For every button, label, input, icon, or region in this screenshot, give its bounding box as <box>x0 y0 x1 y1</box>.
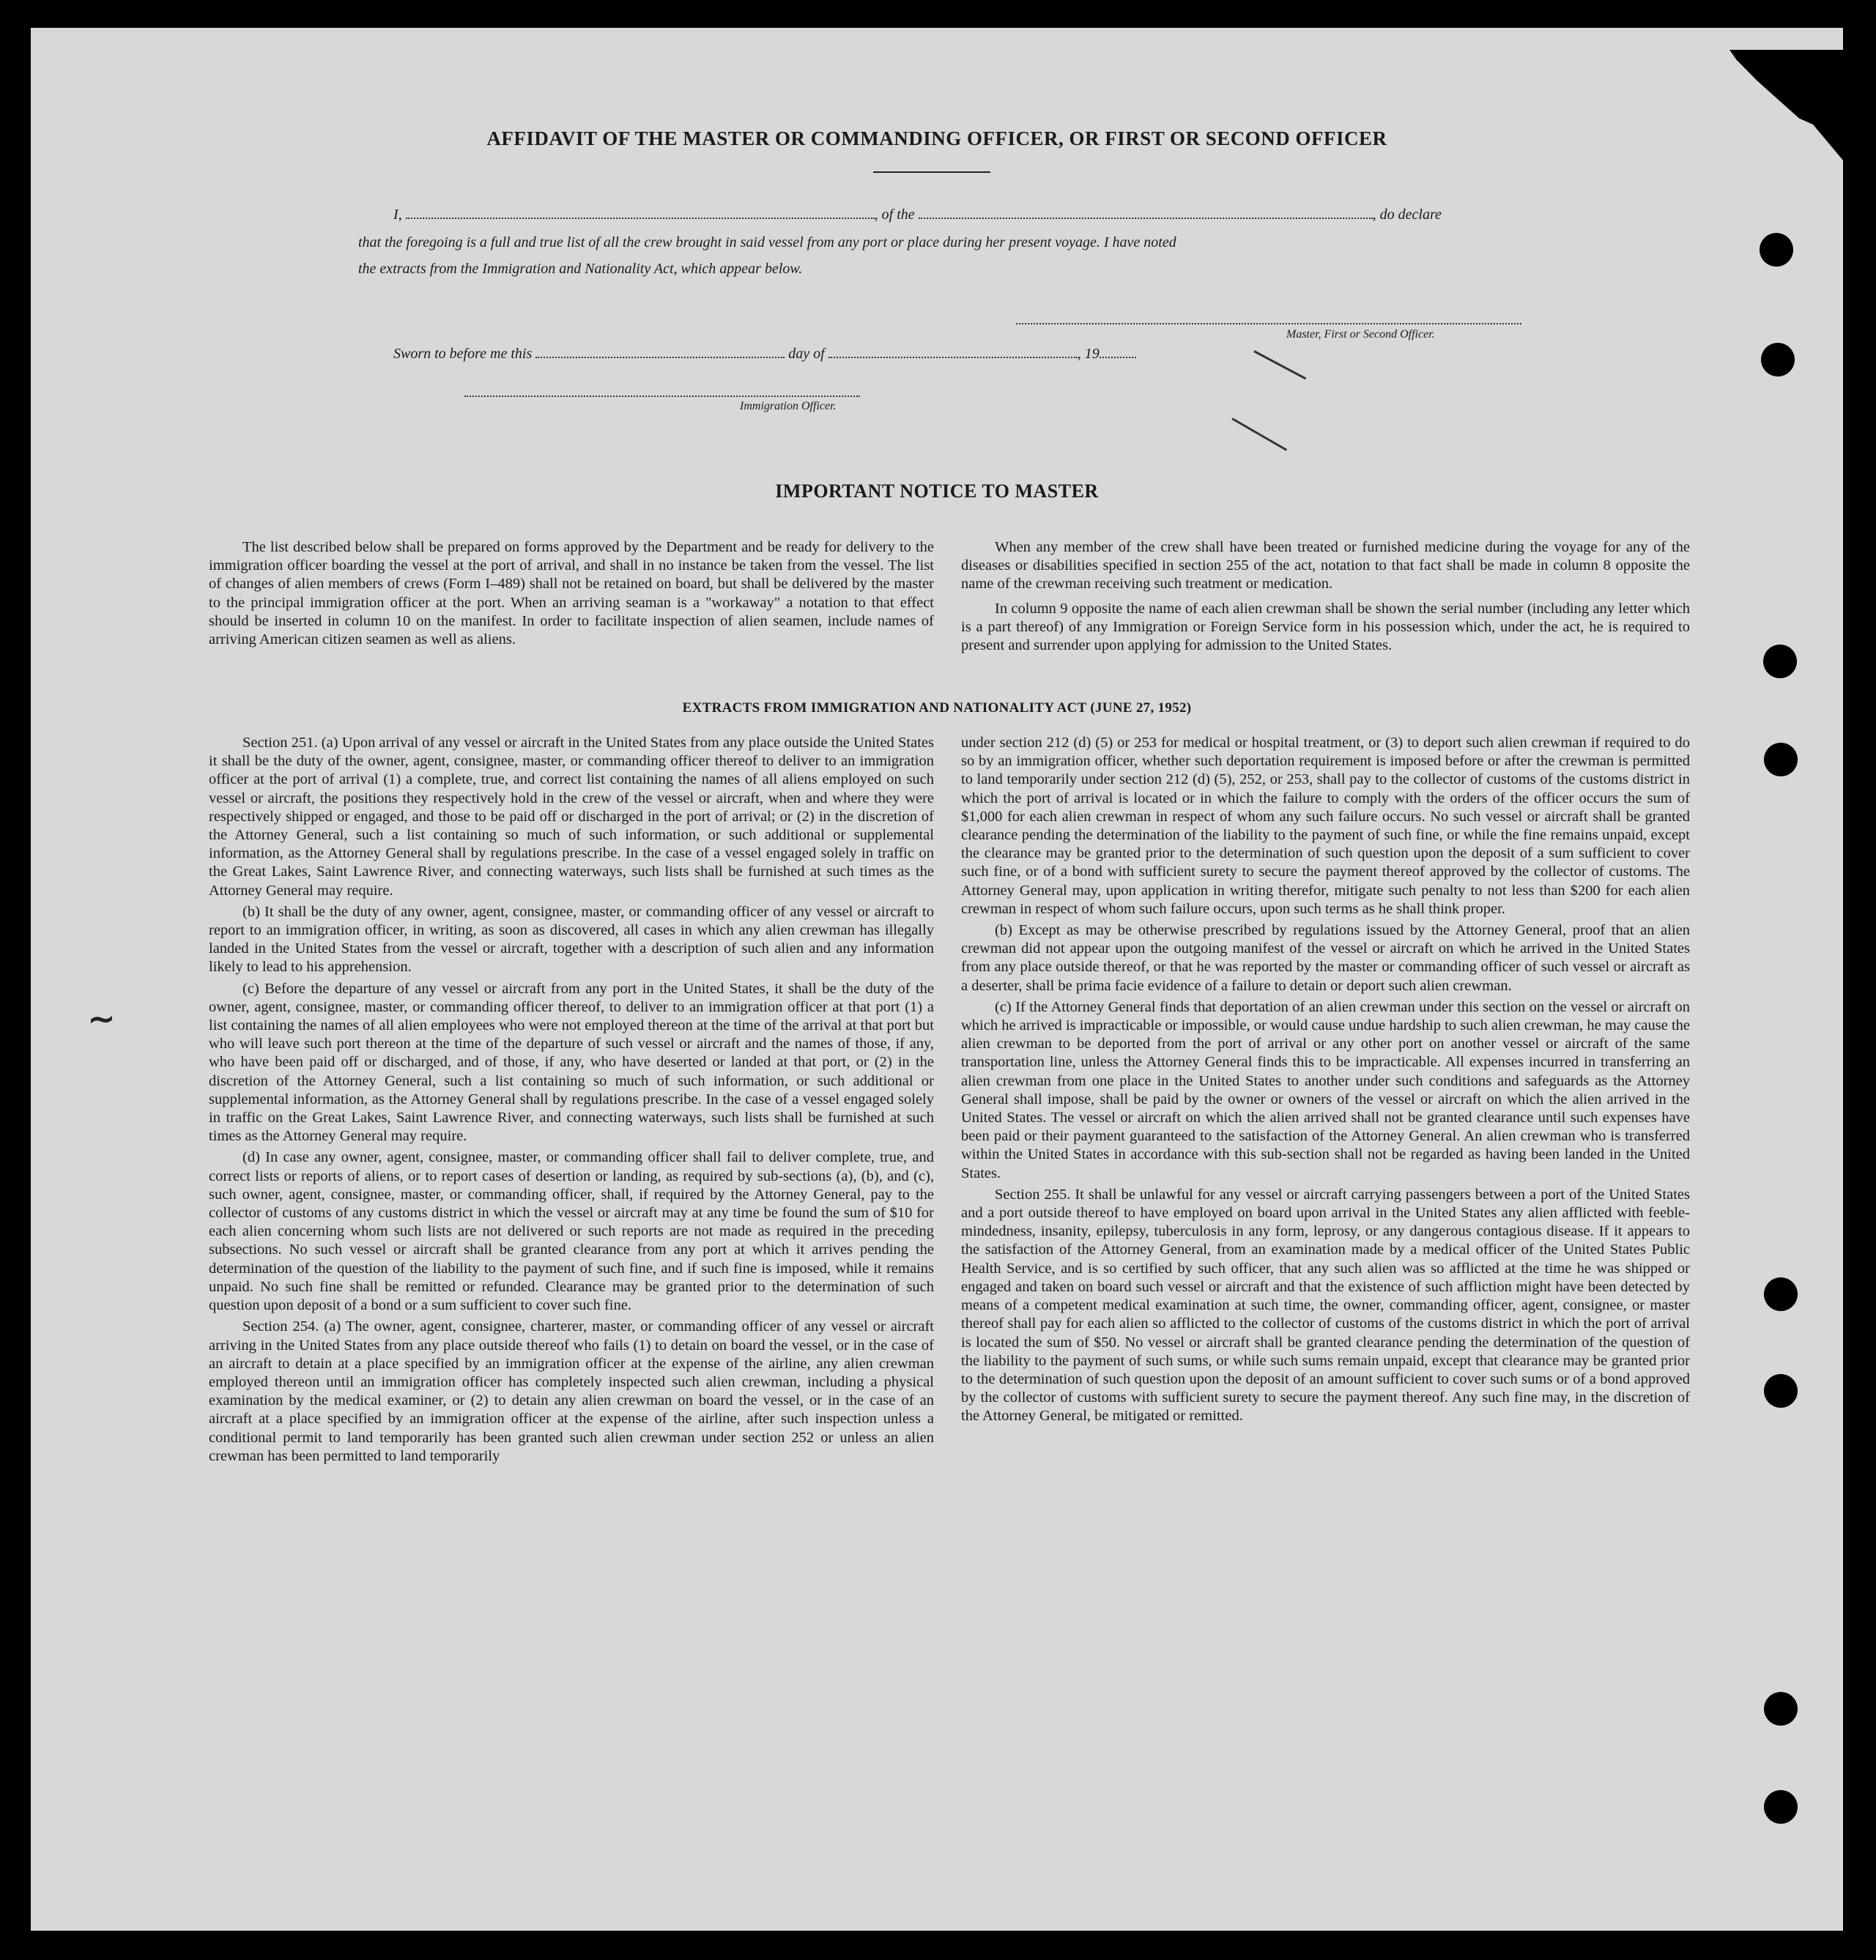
binder-hole <box>1764 1790 1798 1824</box>
binder-hole <box>1763 645 1797 678</box>
extracts-right-column <box>961 734 1690 1429</box>
notice-paragraph: The list described below shall be prepared on forms approved by the Department and be ready for delivery to the immigration officer boarding the vessel at the port of arrival, and shall in no instance be taken from the vessel. The list of changes of alien members of crews (Form I–489) shall not be retained on board, but shall be delivered by the master to the principal immigration officer at the port. When an arriving seaman is a "workaway" a notation to that effect should be inserted in column 10 on the manifest. In order to facilitate inspection of alien seamen, include names of arriving American citizen seamen as well as aliens. <box>209 539 934 648</box>
notice-paragraph: When any member of the crew shall have been treated or furnished medicine during the voyage for any of the diseases or disabilities specified in section 255 of the act, notation to that fact shall be made in column 8 opposite the name of the crewman receiving such treatment or medication. <box>961 539 1690 593</box>
statement-line-2: the extracts from the Immigration and Nationality Act, which appear below. <box>358 261 803 277</box>
binder-hole <box>1764 1692 1798 1726</box>
sworn-line <box>393 346 1136 363</box>
extract-paragraph: Section 251. (a) Upon arrival of any vessel or aircraft in the United States from any place outside the United States it shall be the duty of the owner, agent, consignee, master, or commanding officer thereof to deliver to an immigration officer at the port of arrival (1) a complete, true, and correct list containing the names of all aliens employed on such vessel or aircraft, the positions they respectively hold in the crew of the vessel or aircraft, when and where they were respectively shipped or engaged, and those to be paid off or discharged in the port of arrival; or (2) in the discretion of the Attorney General, such a list containing so much of such information, or such additional or supplemental information, as the Attorney General shall by regulations prescribe. In the case of a vessel engaged solely in traffic on the Great Lakes, Saint Lawrence River, and connecting waterways, such lists shall be furnished at such times as the Attorney General may require. <box>209 735 934 899</box>
extracts-left-column <box>209 734 934 1469</box>
statement-line-1: that the foregoing is a full and true list of all the crew brought in said vessel from any port or place during her present voyage. I have noted <box>358 234 1176 250</box>
of-the-label: , of the <box>874 207 915 223</box>
pen-stroke <box>1231 417 1287 451</box>
extract-paragraph: Section 254. (a) The owner, agent, consignee, charterer, master, or commanding officer of any vessel or aircraft arriving in the United States from any place outside thereof who fails (1) to detain on board the vessel, or in the case of an aircraft to detain at a place specified by an immigration officer at the expense of the airline, any alien crewman employed thereon until an immigration officer has completely inspected such alien crewman, including a physical examination by the medical examiner, or (2) to detain any alien crewman on board the vessel, or in the case of an aircraft at a place specified by an immigration officer at the expense of the airline, after such inspection unless a conditional permit to land temporarily has been granted such alien crewman under section 252 or unless an alien crewman has been permitted to land temporarily <box>209 1318 934 1464</box>
affidavit-title: AFFIDAVIT OF THE MASTER OR COMMANDING OFFICER, OR FIRST OR SECOND OFFICER <box>486 127 1387 149</box>
notice-right-column <box>961 538 1690 661</box>
declarant-label: I, <box>393 207 402 223</box>
declarant-name-field[interactable] <box>406 207 875 219</box>
document-page <box>31 28 1843 1931</box>
master-signature-line[interactable] <box>1016 323 1521 324</box>
torn-corner <box>1716 50 1855 174</box>
binder-hole <box>1764 743 1798 776</box>
master-signature-label: Master, First or Second Officer. <box>1286 328 1435 341</box>
year-label: , 19 <box>1077 346 1100 362</box>
declaration-line <box>393 207 1442 223</box>
sworn-year-field[interactable] <box>1100 346 1136 358</box>
extract-paragraph: under section 212 (d) (5) or 253 for medical or hospital treatment, or (3) to deport such alien crewman if required to do so by an immigration officer, whether such deportation requirement is imposed before or after the crewman is permitted to land temporarily under section 212 (d) (5), 252, or 253, shall pay to the collector of customs of the customs district in which the port of arrival is located or in which the failure to comply with the orders of the officer occurs the sum of $1,000 for each alien crewman in respect of whom any such failure occurs. No such vessel or aircraft shall be granted clearance pending the determination of the liability to the payment of such fine, or while the fine remains unpaid, except the clearance may be granted prior to the determination of such question upon the deposit of a sum sufficient to cover such fine, or of a bond with sufficient surety to secure the payment thereof approved by the collector of customs. The Attorney General may, upon application in writing therefor, mitigate such penalty to not less than $200 for each alien crewman in respect of whom such failure occurs, upon such terms as he shall think proper. <box>961 735 1690 917</box>
binder-hole <box>1764 1374 1798 1408</box>
officer-signature-line[interactable] <box>464 396 860 397</box>
title-rule <box>873 171 990 173</box>
binder-hole <box>1764 1277 1798 1311</box>
sworn-month-field[interactable] <box>828 346 1078 358</box>
extracts-title: EXTRACTS FROM IMMIGRATION AND NATIONALITY ACT (JUNE 27, 1952) <box>682 700 1192 716</box>
binder-hole <box>1761 343 1795 376</box>
officer-signature-label: Immigration Officer. <box>740 400 837 412</box>
extract-paragraph: (d) In case any owner, agent, consignee, master, or commanding officer shall fail to deliver complete, true, and correct lists or reports of aliens, or to report cases of desertion or landing, as required by sub-sections (a), (b), and (c), such owner, agent, consignee, master, or commanding officer, shall, if required by the Attorney General, pay to the collector of customs of any customs district in which the vessel or aircraft may at any time be found the sum of $10 for each alien concerning whom such lists are not delivered or such reports are not made as required in the preceding subsections. No such vessel or aircraft shall be granted clearance from any port at which it arrives pending the determination of the question of the liability to the payment of such fine, and if such fine is imposed, while it remains unpaid. No such fine shall be remitted or refunded. Clearance may be granted prior to the determination of such question upon deposit of a bond or a sum sufficient to cover such fine. <box>209 1149 934 1314</box>
sworn-day-field[interactable] <box>535 346 785 358</box>
vessel-name-field[interactable] <box>919 207 1373 219</box>
sworn-label: Sworn to before me this <box>393 346 533 362</box>
extract-paragraph: (b) Except as may be otherwise prescribed by regulations issued by the Attorney General, proof that an alien crewman did not appear upon the outgoing manifest of the vessel or aircraft on which he arrived in the United States from any place outside thereof, or that he was reported by the master or commanding officer of such vessel or aircraft as a deserter, shall be prima facie evidence of a failure to detain or deport such alien crewman. <box>961 922 1690 994</box>
day-of-label: day of <box>788 346 825 362</box>
extract-paragraph: (c) If the Attorney General finds that deportation of an alien crewman under this section on the vessel or aircraft on which he arrived is impracticable or impossible, or would cause undue hardship to such alien crewman, he may cause the alien crewman to be deported from the port of arrival or any other port on another vessel or aircraft of the same transportation line, unless the Attorney General finds this to be impracticable. All expenses incurred in transferring an alien crewman from one place in the United States to another under such conditions and safeguards as the Attorney General shall impose, shall be paid by the owner or owners of the vessel or aircraft on which the alien arrived in the United States. The vessel or aircraft on which the alien arrived shall not be granted clearance until such expenses have been paid or their payment guaranteed to the satisfaction of the Attorney General. An alien crewman who is transferred within the United States in accordance with this sub-section shall not be regarded as having been landed in the United States. <box>961 998 1690 1181</box>
do-declare-label: , do declare <box>1372 207 1442 223</box>
binder-hole <box>1760 233 1793 267</box>
pen-stroke <box>1253 350 1306 379</box>
extract-paragraph: (b) It shall be the duty of any owner, agent, consignee, master, or commanding officer of any vessel or aircraft to report to an immigration officer, in writing, as soon as discovered, all cases in which any alien crewman has illegally landed in the United States from the vessel or aircraft, together with a description of such alien and any information likely to lead to his apprehension. <box>209 903 934 976</box>
notice-left-column <box>209 538 934 655</box>
notice-title: IMPORTANT NOTICE TO MASTER <box>775 480 1099 502</box>
extract-paragraph: (c) Before the departure of any vessel or aircraft from any port in the United States, it shall be the duty of the owner, agent, consignee, master, or commanding officer thereof, to deliver to an immigration officer at that port (1) a list containing the names of all alien employees who were not employed thereon at the time of the arrival at that port but who will leave such port thereon at the time of the departure of such vessel or aircraft and the names of those, if any, who have been paid off or discharged, and of those, if any, who have deserted or landed at that port, or (2) in the discretion of the Attorney General, such a list containing so much of such information, or such additional or supplemental information, as the Attorney General shall by regulations prescribe. In the case of a vessel engaged solely in traffic on the Great Lakes, Saint Lawrence River, and connecting waterways, such lists shall be furnished at such times as the Attorney General may require. <box>209 980 934 1145</box>
margin-ink-mark: ∼ <box>88 1001 115 1037</box>
notice-paragraph: In column 9 opposite the name of each alien crewman shall be shown the serial number (including any letter which is a part thereof) of any Immigration or Foreign Service form in his possession which, under the act, he is required to present and surrender upon applying for admission to the United States. <box>961 600 1690 654</box>
extract-paragraph: Section 255. It shall be unlawful for any vessel or aircraft carrying passengers between a port of the United States and a port outside thereof to have employed on board upon arrival in the United States any alien afflicted with feeble-mindedness, insanity, epilepsy, tuberculosis in any form, leprosy, or any dangerous contagious disease. If it appears to the satisfaction of the Attorney General, from an examination made by a medical officer of the United States Public Health Service, and is so certified by such officer, that any such alien was so afflicted at the time he was shipped or engaged and taken on board such vessel or aircraft and that the existence of such affliction might have been detected by means of a competent medical examination at such time, the owner, commanding officer, agent, consignee, or master thereof shall pay for each alien so afflicted to the collector of customs of the customs district in which the port of arrival is located the sum of $50. No vessel or aircraft shall be granted clearance pending the determination of the question of the liability to the payment of such sums, or while such sums remain unpaid, except that clearance may be granted prior to the determination of such question upon the deposit of an amount sufficient to cover such sums or of a bond approved by the collector of customs with sufficient surety to secure the payment thereof. Any such fine may, in the discretion of the Attorney General, be mitigated or remitted. <box>961 1186 1690 1425</box>
